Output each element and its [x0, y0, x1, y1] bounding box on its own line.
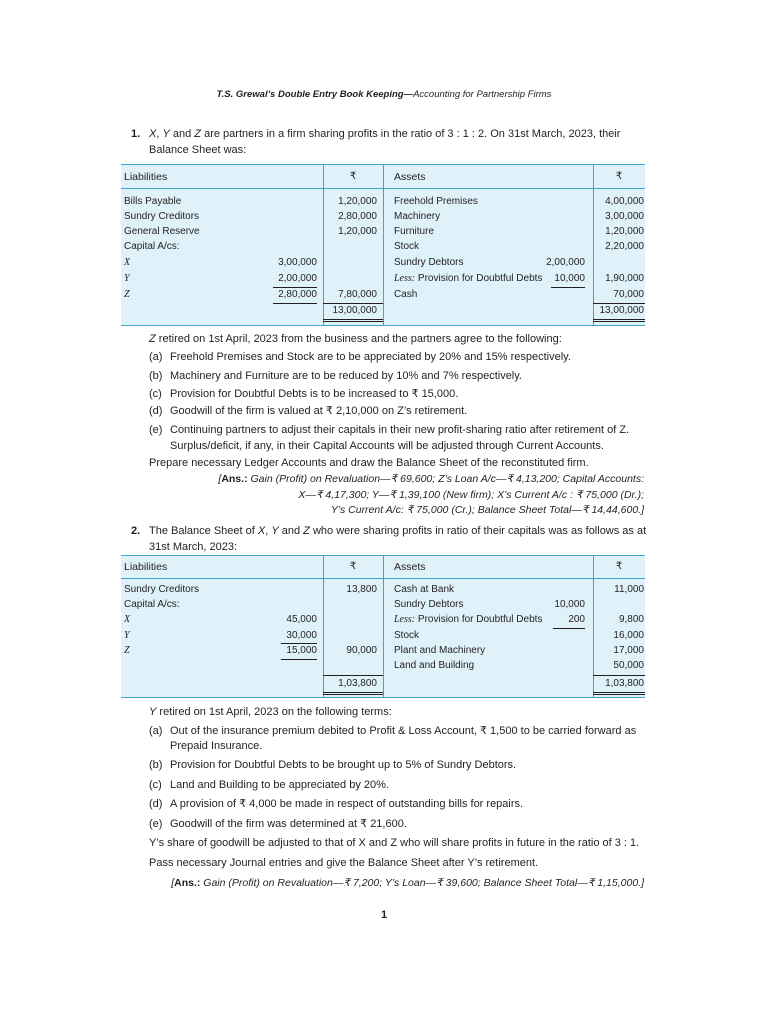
balance-sheet-table-2	[121, 555, 645, 698]
liabilities-total: 1,03,800	[338, 678, 377, 689]
partner-y: Y	[124, 273, 130, 284]
asset-amount: 1,90,000	[605, 273, 644, 284]
partner-y: Y	[124, 630, 130, 641]
q1-answer-line: Y’s Current A/c: ₹ 75,000 (Cr.); Balance Sheet Total—₹ 14,44,600.]	[330, 504, 644, 516]
q1-option: (e) Continuing partners to adjust their capitals in their new profit-sharing ratio after retirement of Z.	[149, 424, 630, 436]
asset-label: Freehold Premises	[394, 196, 478, 207]
asset-label: Cash at Bank	[394, 584, 455, 595]
header-liabilities: Liabilities	[124, 561, 168, 573]
asset-amount: 4,00,000	[605, 196, 644, 207]
assets-total: 1,03,800	[605, 678, 644, 689]
question-1-number: 1.	[131, 128, 141, 140]
header-assets: Assets	[394, 561, 426, 573]
page-number: 1	[380, 909, 388, 921]
running-header: T.S. Grewal’s Double Entry Book Keeping—Accounting for Partnership Firms	[216, 89, 552, 100]
asset-label: Stock	[394, 630, 420, 641]
capital-x: 3,00,000	[278, 257, 317, 268]
capital-z: 15,000	[286, 645, 317, 656]
partner-z: Z	[124, 645, 130, 656]
asset-label: Cash	[394, 289, 418, 300]
liability-label: Capital A/cs:	[124, 599, 180, 610]
debtors-amount: 2,00,000	[546, 257, 585, 268]
asset-amount: 1,20,000	[605, 226, 644, 237]
liability-label: Sundry Creditors	[124, 584, 200, 595]
liability-amount: 2,80,000	[338, 211, 377, 222]
asset-label-provision: Less: Provision for Doubtful Debts	[394, 614, 543, 625]
provision-amount: 200	[568, 614, 585, 625]
liabilities-total: 13,00,000	[332, 305, 377, 316]
q2-option-continued: Prepaid Insurance.	[170, 740, 263, 752]
q2-option: (b) Provision for Doubtful Debts to be brought up to 5% of Sundry Debtors.	[149, 759, 517, 771]
q1-option-continued: Surplus/deficit, if any, in their Capital Accounts will be adjusted through Current Accounts.	[170, 440, 604, 452]
q2-option: (d) A provision of ₹ 4,000 be made in respect of outstanding bills for repairs.	[149, 798, 524, 810]
asset-amount: 9,800	[618, 614, 644, 625]
question-2-intro: The Balance Sheet of X, Y and Z who were sharing profits in ratio of their capitals was as follows as at 31st March, 2023:	[149, 525, 647, 553]
capital-y: 30,000	[286, 630, 317, 641]
q1-option: (d) Goodwill of the firm is valued at ₹ 2,10,000 on Z’s retirement.	[149, 405, 468, 417]
liability-label: Capital A/cs:	[124, 241, 180, 252]
header-rupee: ₹	[349, 171, 357, 182]
capital-y: 2,00,000	[278, 273, 317, 284]
asset-label: Machinery	[394, 211, 441, 222]
q1-retirement-note: Z retired on 1st April, 2023 from the business and the partners agree to the following:	[149, 333, 562, 345]
assets-total: 13,00,000	[599, 305, 644, 316]
partner-x: X	[124, 257, 131, 268]
liability-amount: 7,80,000	[338, 289, 377, 300]
liability-label: Bills Payable	[124, 196, 182, 207]
asset-amount: 11,000	[614, 584, 644, 595]
asset-amount: 70,000	[613, 289, 644, 300]
capital-x: 45,000	[286, 614, 317, 625]
balance-sheet-table-1	[121, 164, 645, 326]
asset-amount: 17,000	[613, 645, 644, 656]
asset-label: Sundry Debtors	[394, 257, 464, 268]
header-liabilities: Liabilities	[124, 171, 168, 183]
q2-option: (e) Goodwill of the firm was determined at ₹ 21,600.	[149, 818, 407, 830]
asset-label: Furniture	[394, 226, 435, 237]
q2-goodwill-note: Y’s share of goodwill be adjusted to that of X and Z who will share profits in future in the ratio of 3 : 1.	[149, 837, 640, 849]
asset-amount: 2,20,000	[605, 241, 644, 252]
q2-retirement-note: Y retired on 1st April, 2023 on the following terms:	[149, 706, 392, 718]
asset-label: Land and Building	[394, 660, 475, 671]
liability-amount: 1,20,000	[338, 196, 377, 207]
liability-amount: 1,20,000	[338, 226, 377, 237]
header-rupee: ₹	[615, 171, 623, 182]
q2-instruction: Pass necessary Journal entries and give the Balance Sheet after Y’s retirement.	[149, 857, 539, 869]
capital-z: 2,80,000	[278, 289, 317, 300]
partner-x: X	[124, 614, 131, 625]
asset-label: Stock	[394, 241, 420, 252]
question-2-number: 2.	[131, 525, 141, 537]
q1-option: (b) Machinery and Furniture are to be reduced by 10% and 7% respectively.	[149, 370, 522, 382]
partner-z: Z	[124, 289, 130, 300]
q1-option: (c) Provision for Doubtful Debts is to be increased to ₹ 15,000.	[149, 388, 459, 400]
liability-label: Sundry Creditors	[124, 211, 200, 222]
asset-amount: 3,00,000	[605, 211, 644, 222]
asset-amount: 50,000	[613, 660, 644, 671]
q1-option: (a) Freehold Premises and Stock are to be appreciated by 20% and 15% respectively.	[149, 351, 571, 363]
q1-instruction: Prepare necessary Ledger Accounts and draw the Balance Sheet of the reconstituted firm.	[149, 457, 589, 469]
q1-answer-line: [Ans.: Gain (Profit) on Revaluation—₹ 69,600; Z’s Loan A/c—₹ 4,13,200; Capital Accounts:	[218, 473, 644, 485]
header-rupee: ₹	[349, 561, 357, 572]
q1-answer-line: X—₹ 4,17,300; Y—₹ 1,39,100 (New firm); X’s Current A/c : ₹ 75,000 (Dr.);	[298, 489, 644, 501]
provision-amount: 10,000	[554, 273, 585, 284]
asset-label-provision: Less: Provision for Doubtful Debts	[394, 273, 543, 284]
q2-option: (c) Land and Building to be appreciated by 20%.	[149, 779, 389, 791]
asset-label: Sundry Debtors	[394, 599, 464, 610]
q2-option: (a) Out of the insurance premium debited to Profit & Loss Account, ₹ 1,500 to be carried forward as	[149, 725, 637, 737]
header-rupee: ₹	[615, 561, 623, 572]
asset-amount: 16,000	[613, 630, 644, 641]
debtors-amount: 10,000	[554, 599, 585, 610]
liability-amount: 13,800	[346, 584, 377, 595]
q2-answer-line: [Ans.: Gain (Profit) on Revaluation—₹ 7,200; Y’s Loan—₹ 39,600; Balance Sheet Total—₹ 1,15,000.]	[171, 877, 644, 889]
question-1-intro: X, Y and Z are partners in a firm sharing profits in the ratio of 3 : 1 : 2. On 31st March, 2023, their Balance Sheet was:	[149, 128, 621, 156]
asset-label: Plant and Machinery	[394, 645, 486, 656]
header-assets: Assets	[394, 171, 426, 183]
liability-amount: 90,000	[346, 645, 377, 656]
liability-label: General Reserve	[124, 226, 200, 237]
